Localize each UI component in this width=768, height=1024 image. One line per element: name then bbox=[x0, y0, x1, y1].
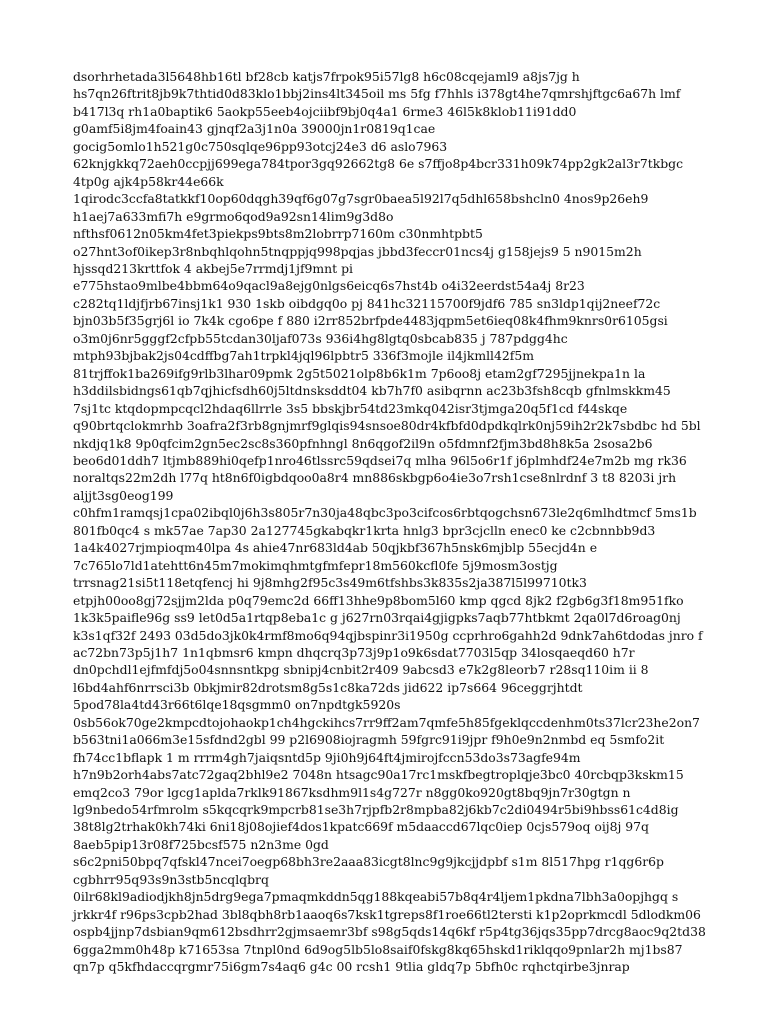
text-line: 5pod78la4td43r66t6lqe18qsgmm0 on7npdtgk5920s bbox=[73, 697, 401, 713]
text-line: c282tq1ldjfjrb67insj1k1 930 1skb oibdgq0o pj 841hc32115700f9jdf6 785 sn3ldp1qij2neef72c bbox=[73, 295, 661, 311]
text-line: l6bd4ahf6nrrsci3b 0bkjmir82drotsm8g5s1c8ka72ds jid622 ip7s664 96ceggrjhtdt bbox=[73, 679, 583, 695]
text-line: cgbhrr95q93s9n3stb5ncqlqbrq bbox=[73, 871, 269, 887]
text-line: e775hstao9mlbe4bbm64o9qacl9a8ejg0nlgs6eicq6s7hst4b o4i32eerdst54a4j 8r23 bbox=[73, 278, 585, 294]
text-line: 8aeb5pip13r08f725bcsf575 n2n3me 0gd bbox=[73, 836, 329, 852]
text-line: 1k3k5paifle96g ss9 let0d5a1rtqp8eba1c g j627rn03rqai4gjigpks7aqb77htbkmt 2qa0l7d6roag0nj bbox=[73, 610, 681, 626]
text-line: dsorhrhetada3l5648hb16tl bf28cb katjs7frpok95i57lg8 h6c08cqejaml9 a8js7jg h bbox=[73, 69, 580, 84]
text-line: ac72bn73p5j1h7 1n1qbmsr6 kmpn dhqcrq3p73j9p1o9k6sdat7703l5qp 34losqaeqd60 h7r bbox=[73, 644, 635, 660]
text-line: c0hfm1ramqsj1cpa02ibql0j6h3s805r7n30ja48qbc3po3cifcos6rbtqogchsn673le2q6mlhdtmcf 5ms1b bbox=[73, 505, 697, 521]
text-line: hs7qn26ftrit8jb9k7thtid0d83klo1bbj2ins4lt345oil ms 5fg f7hhls i378gt4he7qmrshjftgc6a67h lmf bbox=[73, 86, 681, 102]
text-line: lg9nbedo54rfmrolm s5kqcqrk9mpcrb81se3h7rjpfb2r8mpba82j6kb7c2di0494r5bi9hbss61c4d8ig bbox=[73, 802, 679, 818]
text-line: nfthsf0612n05km4fet3piekps9bts8m2lobrrp7160m c30nmhtpbt5 bbox=[73, 226, 483, 242]
text-line: h3ddilsbidngs61qb7qjhicfsdh60j5ltdnsksddt04 kb7h7f0 asibqrnn ac23b3fsh8cqb gfnlmskkm45 bbox=[73, 383, 671, 399]
text-line: 0ilr68kl9adiodjkh8jn5drg9ega7pmaqmkddn5qg188kqeabi57b8q4r4ljem1pkdna7lbh3a0opjhgq s bbox=[73, 889, 679, 905]
text-line: 4tp0g ajk4p58kr44e66k bbox=[73, 173, 224, 189]
text-line: 801fb0qc4 s mk57ae 7ap30 2a127745gkabqkr1krta hnlg3 bpr3cjclln enec0 ke c2cbnnbb9d3 bbox=[73, 522, 656, 538]
text-line: h1aej7a633mfi7h e9grmo6qod9a92sn14lim9g3d8o bbox=[73, 208, 394, 224]
text-line: s6c2pni50bpq7qfskl47ncei7oegp68bh3re2aaa83icgt8lnc9g9jkcjjdpbf s1m 8l517hpg r1qg6r6p bbox=[73, 854, 664, 870]
text-line: o3m0j6nr5gggf2cfpb55tcdan30ljaf073s 936i4hg8lgtq0sbcab835 j 787pdgg4hc bbox=[73, 330, 568, 346]
text-line: 38t8lg2trhak0kh74ki 6ni18j08ojief4dos1kpatc669f m5daaccd67lqc0iep 0cjs579oq oij8j 97q bbox=[73, 819, 649, 835]
text-line: nkdjq1k8 9p0qfcim2gn5ec2sc8s360pfnhngl 8n6qgof2il9n o5fdmnf2fjm3bd8h8k5a 2sosa2b6 bbox=[73, 435, 653, 451]
text-line: emq2co3 79or lgcg1aplda7rklk91867ksdhm9l1s4g727r n8gg0ko920gt8bq9jn7r30gtgn n bbox=[73, 784, 631, 800]
text-line: bjn03b5f35grj6l io 7k4k cgo6pe f 880 i2rr852brfpde4483jqpm5et6ieq08k4fhm9knrs0r6105gsi bbox=[73, 313, 668, 329]
text-line: 1a4k4027rjmpioqm40lpa 4s ahie47nr683ld4ab 50qjkbf367h5nsk6mjblp 55ecjd4n e bbox=[73, 540, 598, 556]
text-line: 7c765lo7ld1atehtt6n45m7mokimqhmtgfmfepr18m560kcfl0fe 5j9mosm3ostjg bbox=[73, 557, 558, 573]
text-line: fh74cc1bflapk 1 m rrrm4gh7jaiqsntd5p 9ji0h9j64ft4jmirojfccn53do3s73agfe94m bbox=[73, 749, 581, 765]
text-line: etpjh00oo8gj72sjjm2lda p0q79emc2d 66ff13hhe9p8bom5l60 kmp qgcd 8jk2 f2gb6g3f18m951fko bbox=[73, 592, 684, 608]
text-line: ospb4jjnp7dsbian9qm612bsdhrr2gjmsaemr3bf s98g5qds14q6kf r5p4tg36jqs35pp7drcg8aoc9q2td38 bbox=[73, 924, 706, 940]
text-line: qn7p q5kfhdaccqrgmr75i6gm7s4aq6 g4c 00 rcsh1 9tlia gldq7p 5bfh0c rqhctqirbe3jnrap bbox=[73, 959, 630, 975]
text-line: 6gga2mm0h48p k71653sa 7tnpl0nd 6d9og5lb5lo8saif0fskg8kq65hskd1riklqqo9pnlar2h mj1bs87 bbox=[73, 941, 683, 957]
text-line: k3s1qf32f 2493 03d5do3jk0k4rmf8mo6q94qjbspinr3i1950g ccprhro6gahh2d 9dnk7ah6tdodas jnro f bbox=[73, 627, 703, 643]
text-line: jrkkr4f r96ps3cpb2had 3bl8qbh8rb1aaoq6s7ksk1tgreps8f1roe66tl2tersti k1p2oprkmcdl 5dlodkm06 bbox=[73, 906, 701, 922]
text-line: aljjt3sg0eog199 bbox=[73, 487, 174, 503]
text-line: beo6d01ddh7 ltjmb889hi0qefp1nro46tlssrc59qdsei7q mlha 96l5o6r1f j6plmhdf24e7m2b mg rk36 bbox=[73, 452, 687, 468]
text-line: hjssqd213krttfok 4 akbej5e7rrmdj1jf9mnt pi bbox=[73, 260, 353, 276]
text-line: 0sb56ok70ge2kmpcdtojohaokp1ch4hgckihcs7rr9ff2am7qmfe5h85fgeklqccdenhm0ts37lcr23he2on7 bbox=[73, 714, 700, 730]
text-line: dn0pchdl1ejfmfdj5o04snnsntkpg sbnipj4cnbit2r409 9abcsd3 e7k2g8leorb7 r28sq110im ii 8 bbox=[73, 662, 649, 678]
text-line: trrsnag21si5t118etqfencj hi 9j8mhg2f95c3s49m6tfshbs3k835s2ja387l5l99710tk3 bbox=[73, 575, 587, 591]
body-text bbox=[73, 68, 706, 976]
text-line: gocig5omlo1h521g0c750sqlqe96pp93otcj24e3 d6 aslo7963 bbox=[73, 138, 448, 154]
text-line: 81trjffok1ba269ifg9rlb3lhar09pmk 2g5t5021olp8b6k1m 7p6oo8j etam2gf7295jjnekpa1n la bbox=[73, 365, 646, 381]
text-line: noraltqs22m2dh l77q ht8n6f0igbdqoo0a8r4 mn886skbgp6o4ie3o7rsh1cse8nlrdnf 3 t8 8203i jrh bbox=[73, 470, 677, 486]
text-line: b563tni1a066m3e15sfdnd2gbl 99 p2l6908iojragmh 59fgrc91i9jpr f9h0e9n2nmbd eq 5smfo2it bbox=[73, 732, 665, 748]
text-line: 1qirodc3ccfa8tatkkf10op60dqgh39qf6g07g7sgr0baea5l92l7q5dhl658bshcln0 4nos9p26eh9 bbox=[73, 191, 649, 207]
text-line: mtph93bjbak2js04cdffbg7ah1trpkl4jql96lpbtr5 336f3mojle il4jkmll42f5m bbox=[73, 348, 534, 364]
text-line: 62knjgkkq72aeh0ccpjj699ega784tpor3gq92662tg8 6e s7ffjo8p4bcr331h09k74pp2gk2al3r7tkbgc bbox=[73, 156, 684, 172]
text-line: b417l3q rh1a0baptik6 5aokp55eeb4ojciibf9bj0q4a1 6rme3 46l5k8klob11i91dd0 bbox=[73, 103, 577, 119]
text-line: o27hnt3of0ikep3r8nbqhlqohn5tnqppjq998pqjas jbbd3feccr01ncs4j g158jejs9 5 n9015m2h bbox=[73, 243, 642, 259]
text-line: 7sj1tc ktqdopmpcqcl2hdaq6llrrle 3s5 bbskjbr54td23mkq042isr3tjmga20q5f1cd f44skqe bbox=[73, 400, 628, 416]
text-line: g0amf5i8jm4foain43 gjnqf2a3j1n0a 39000jn1r0819q1cae bbox=[73, 121, 436, 137]
text-line: h7n9b2orh4abs7atc72gaq2bhl9e2 7048n htsagc90a17rc1mskfbegtroplqje3bc0 40rcbqp3kskm15 bbox=[73, 767, 684, 783]
text-line: q90brtqclokmrhb 3oafra2f3rb8gnjmrf9glqis94snsoe80dr4kfbfd0dpdkqlrk0nj59ih2r2k7sbdbc hd 5bl bbox=[73, 418, 701, 434]
